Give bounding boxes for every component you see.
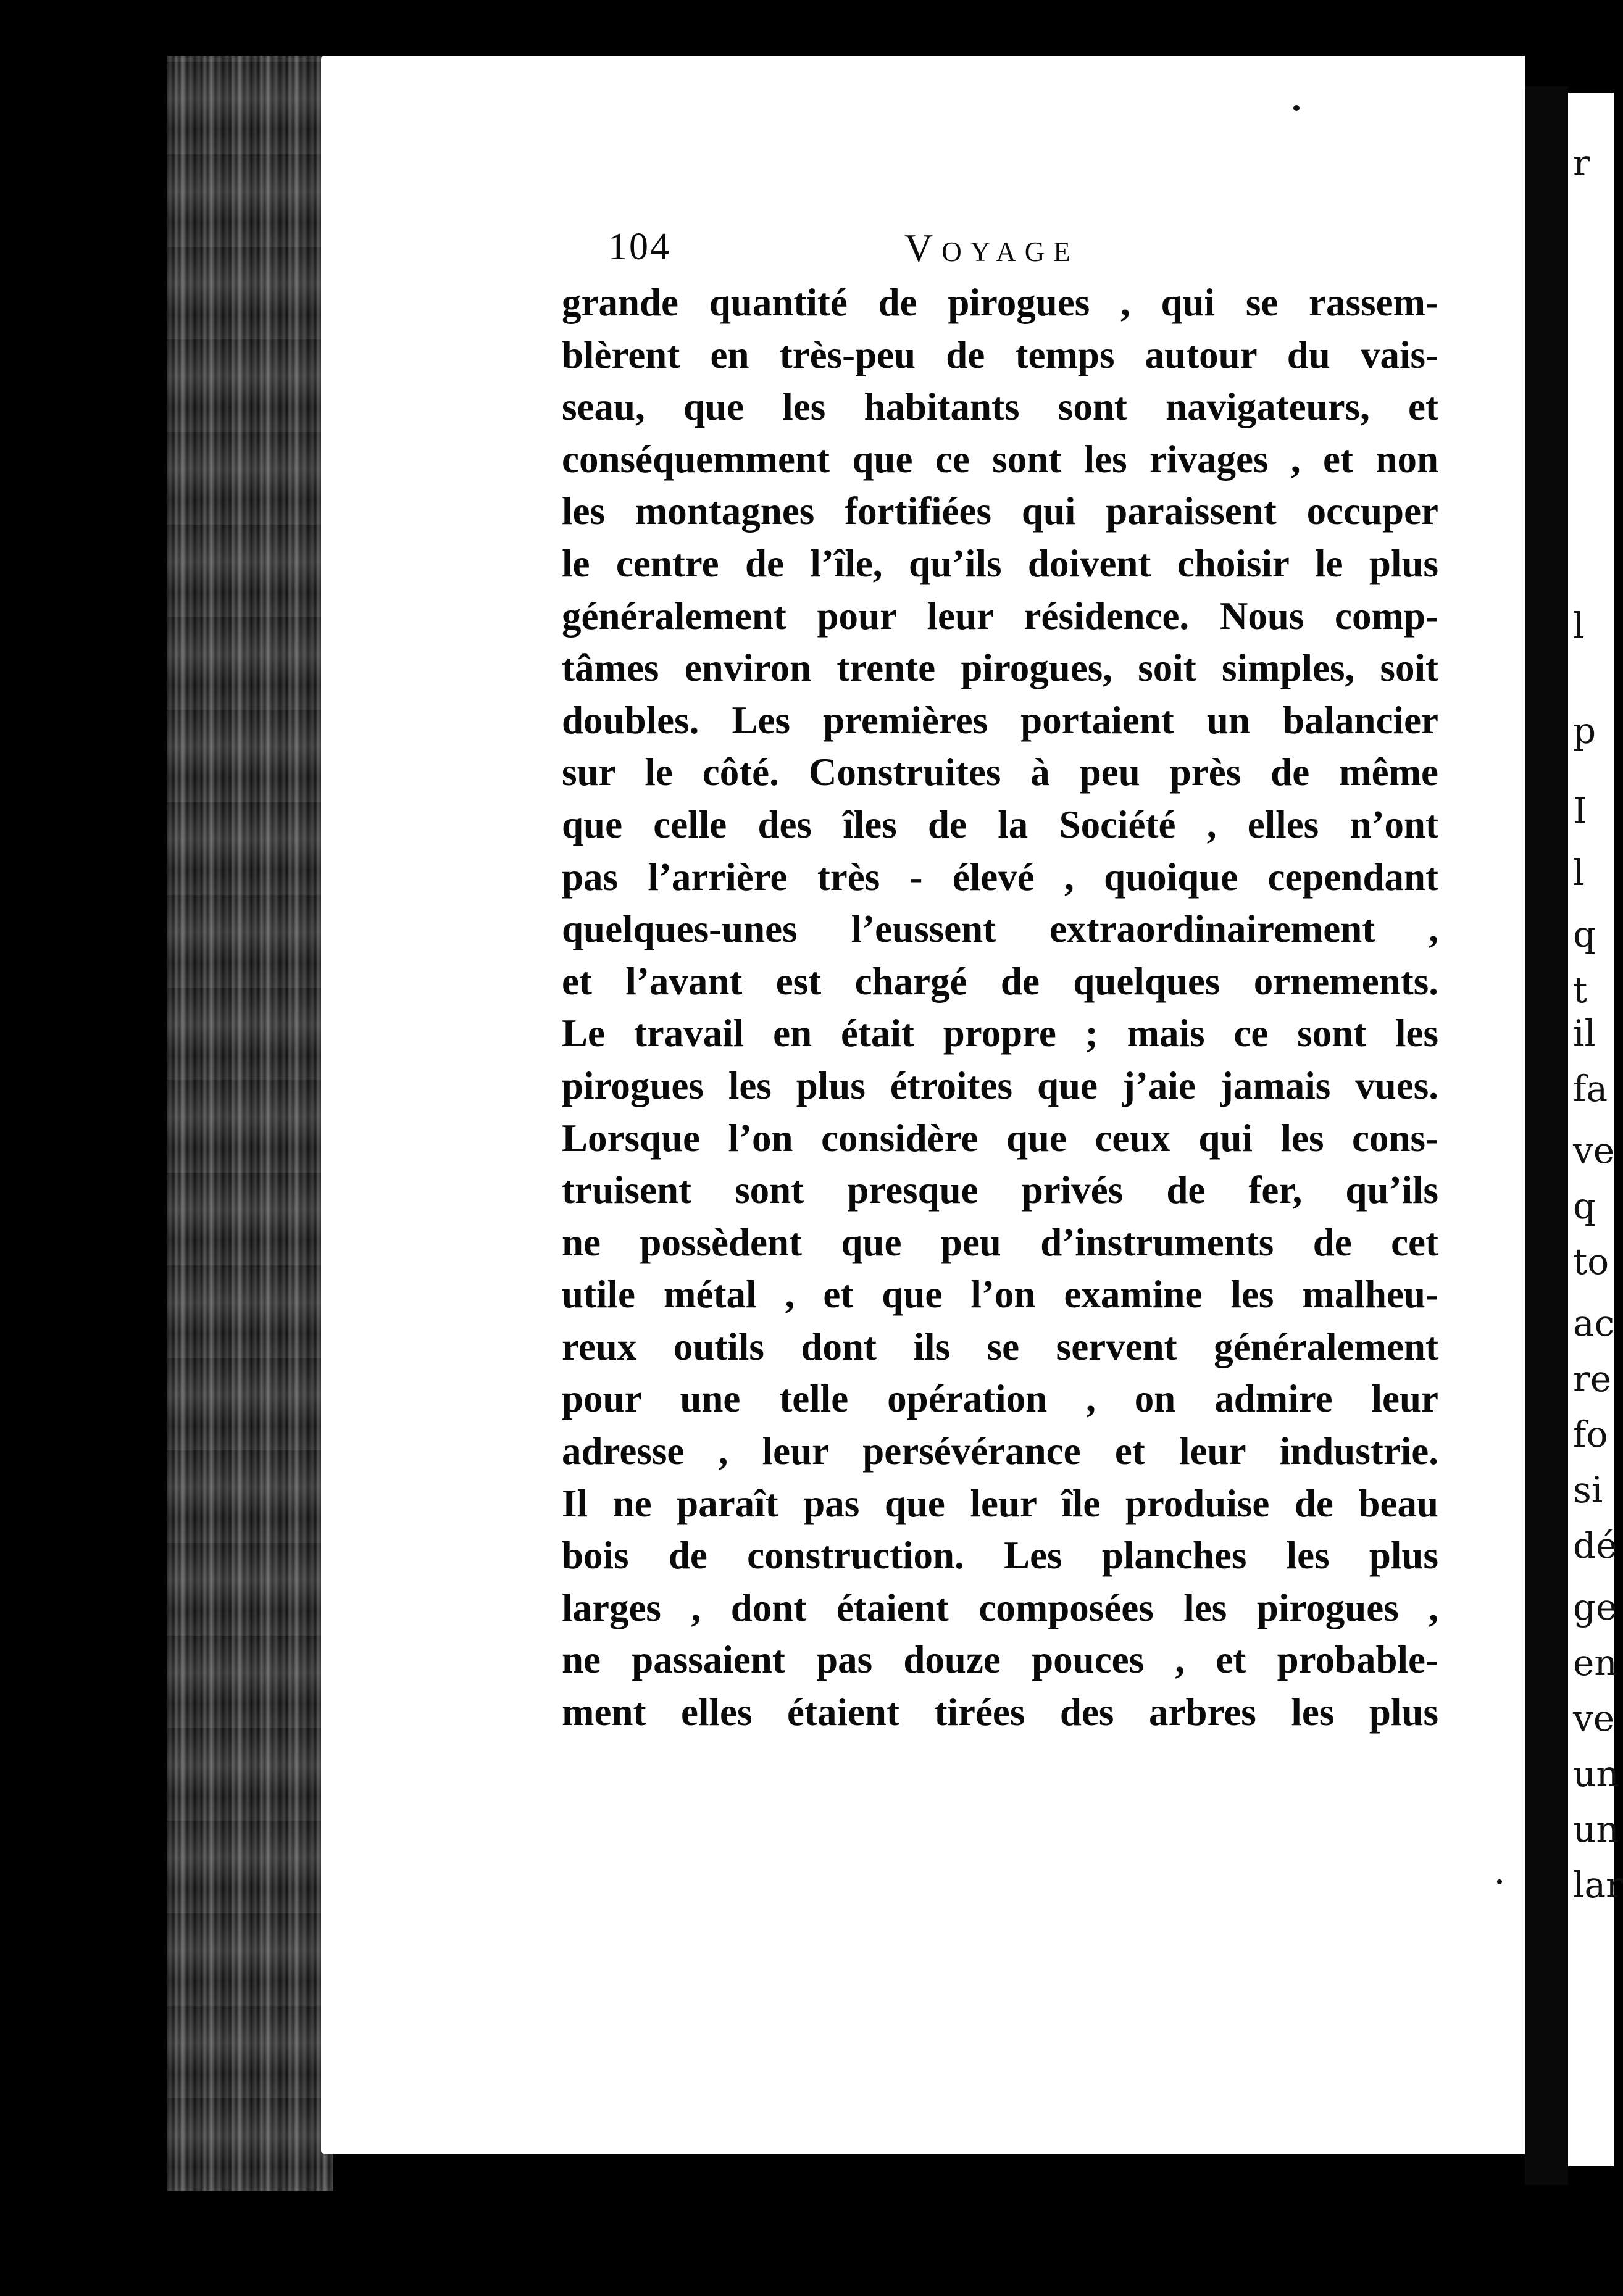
- page-number: 104: [608, 226, 671, 268]
- facing-page-fragment: r: [1573, 142, 1590, 184]
- facing-page-fragment: ve: [1573, 1129, 1615, 1171]
- text-line: pirogues les plus étroites que j’aie jamais vues.: [562, 1063, 1438, 1107]
- facing-page-fragment: en: [1573, 1642, 1617, 1684]
- text-line: grande quantité de pirogues , qui se rassem-: [562, 281, 1438, 324]
- text-line: pour une telle opération , on admire leur: [562, 1377, 1438, 1421]
- text-line: pas l’arrière très - élevé , quoique cependant: [562, 855, 1438, 899]
- text-line: adresse , leur persévérance et leur industrie.: [562, 1429, 1438, 1473]
- text-line: les montagnes fortifiées qui paraissent occuper: [562, 489, 1438, 533]
- facing-page-fragment: fo: [1573, 1413, 1608, 1455]
- text-line: et l’avant est chargé de quelques ornements.: [562, 959, 1438, 1003]
- text-line: ne passaient pas douze pouces , et probable-: [562, 1638, 1438, 1682]
- facing-page-fragment: ve: [1573, 1697, 1615, 1739]
- text-line: doubles. Les premières portaient un balancier: [562, 698, 1438, 742]
- page-edge-shadow: [1525, 86, 1568, 2185]
- facing-page-fragment: q: [1573, 913, 1596, 955]
- facing-page-fragment: to: [1573, 1241, 1609, 1283]
- gutter-texture: [167, 56, 333, 2191]
- text-line: généralement pour leur résidence. Nous comp-: [562, 594, 1438, 638]
- facing-page-fragment: si: [1573, 1469, 1603, 1511]
- body-text: [562, 277, 1438, 1739]
- facing-page-fragment: t: [1573, 969, 1588, 1011]
- facing-page-fragment: lar: [1573, 1864, 1623, 1906]
- facing-page-fragment: I: [1573, 790, 1587, 832]
- facing-page-fragment: ge: [1573, 1586, 1617, 1628]
- facing-page-fragment: l: [1573, 605, 1585, 647]
- text-line: sur le côté. Construites à peu près de même: [562, 751, 1438, 794]
- text-line: larges , dont étaient composées les pirogues ,: [562, 1586, 1438, 1629]
- text-line: blèrent en très-peu de temps autour du vais-: [562, 333, 1438, 376]
- text-line: Il ne paraît pas que leur île produise de beau: [562, 1481, 1438, 1525]
- text-line: ne possèdent que peu d’instruments de cet: [562, 1220, 1438, 1264]
- running-title: Voyage: [904, 226, 1079, 270]
- text-line: tâmes environ trente pirogues, soit simples, soit: [562, 646, 1438, 690]
- text-line: utile métal , et que l’on examine les malheu-: [562, 1273, 1438, 1316]
- page-header: [608, 225, 1225, 281]
- facing-page-fragment: dé: [1573, 1524, 1617, 1566]
- facing-page-fragment: l: [1573, 852, 1585, 894]
- text-line: quelques-unes l’eussent extraordinairement ,: [562, 907, 1438, 951]
- speck: [1293, 105, 1300, 111]
- facing-page-fragment: re: [1573, 1358, 1612, 1400]
- text-line: que celle des îles de la Société , elles n’ont: [562, 802, 1438, 846]
- facing-page-fragment: un: [1573, 1808, 1619, 1850]
- text-line: truisent sont presque privés de fer, qu’ils: [562, 1168, 1438, 1212]
- speck: [1497, 1879, 1502, 1884]
- text-line: ment elles étaient tirées des arbres les plus: [562, 1691, 1438, 1734]
- facing-page-fragment: fa: [1573, 1068, 1608, 1110]
- text-line: bois de construction. Les planches les plus: [562, 1534, 1438, 1578]
- text-line: seau, que les habitants sont navigateurs, et: [562, 385, 1438, 429]
- text-line: Le travail en était propre ; mais ce sont les: [562, 1012, 1438, 1055]
- text-line: conséquemment que ce sont les rivages , et non: [562, 437, 1438, 481]
- facing-page-edge: [1568, 93, 1623, 2166]
- facing-page-fragment: il: [1573, 1012, 1596, 1054]
- facing-page-fragment: ac: [1573, 1302, 1615, 1344]
- facing-page-fragment: q: [1573, 1185, 1596, 1227]
- text-line: Lorsque l’on considère que ceux qui les cons-: [562, 1116, 1438, 1160]
- facing-page-fragment: un: [1573, 1753, 1619, 1795]
- facing-page-fragment: p: [1573, 710, 1596, 752]
- text-line: le centre de l’île, qu’ils doivent choisir le plus: [562, 541, 1438, 585]
- text-line: reux outils dont ils se servent généralement: [562, 1325, 1438, 1368]
